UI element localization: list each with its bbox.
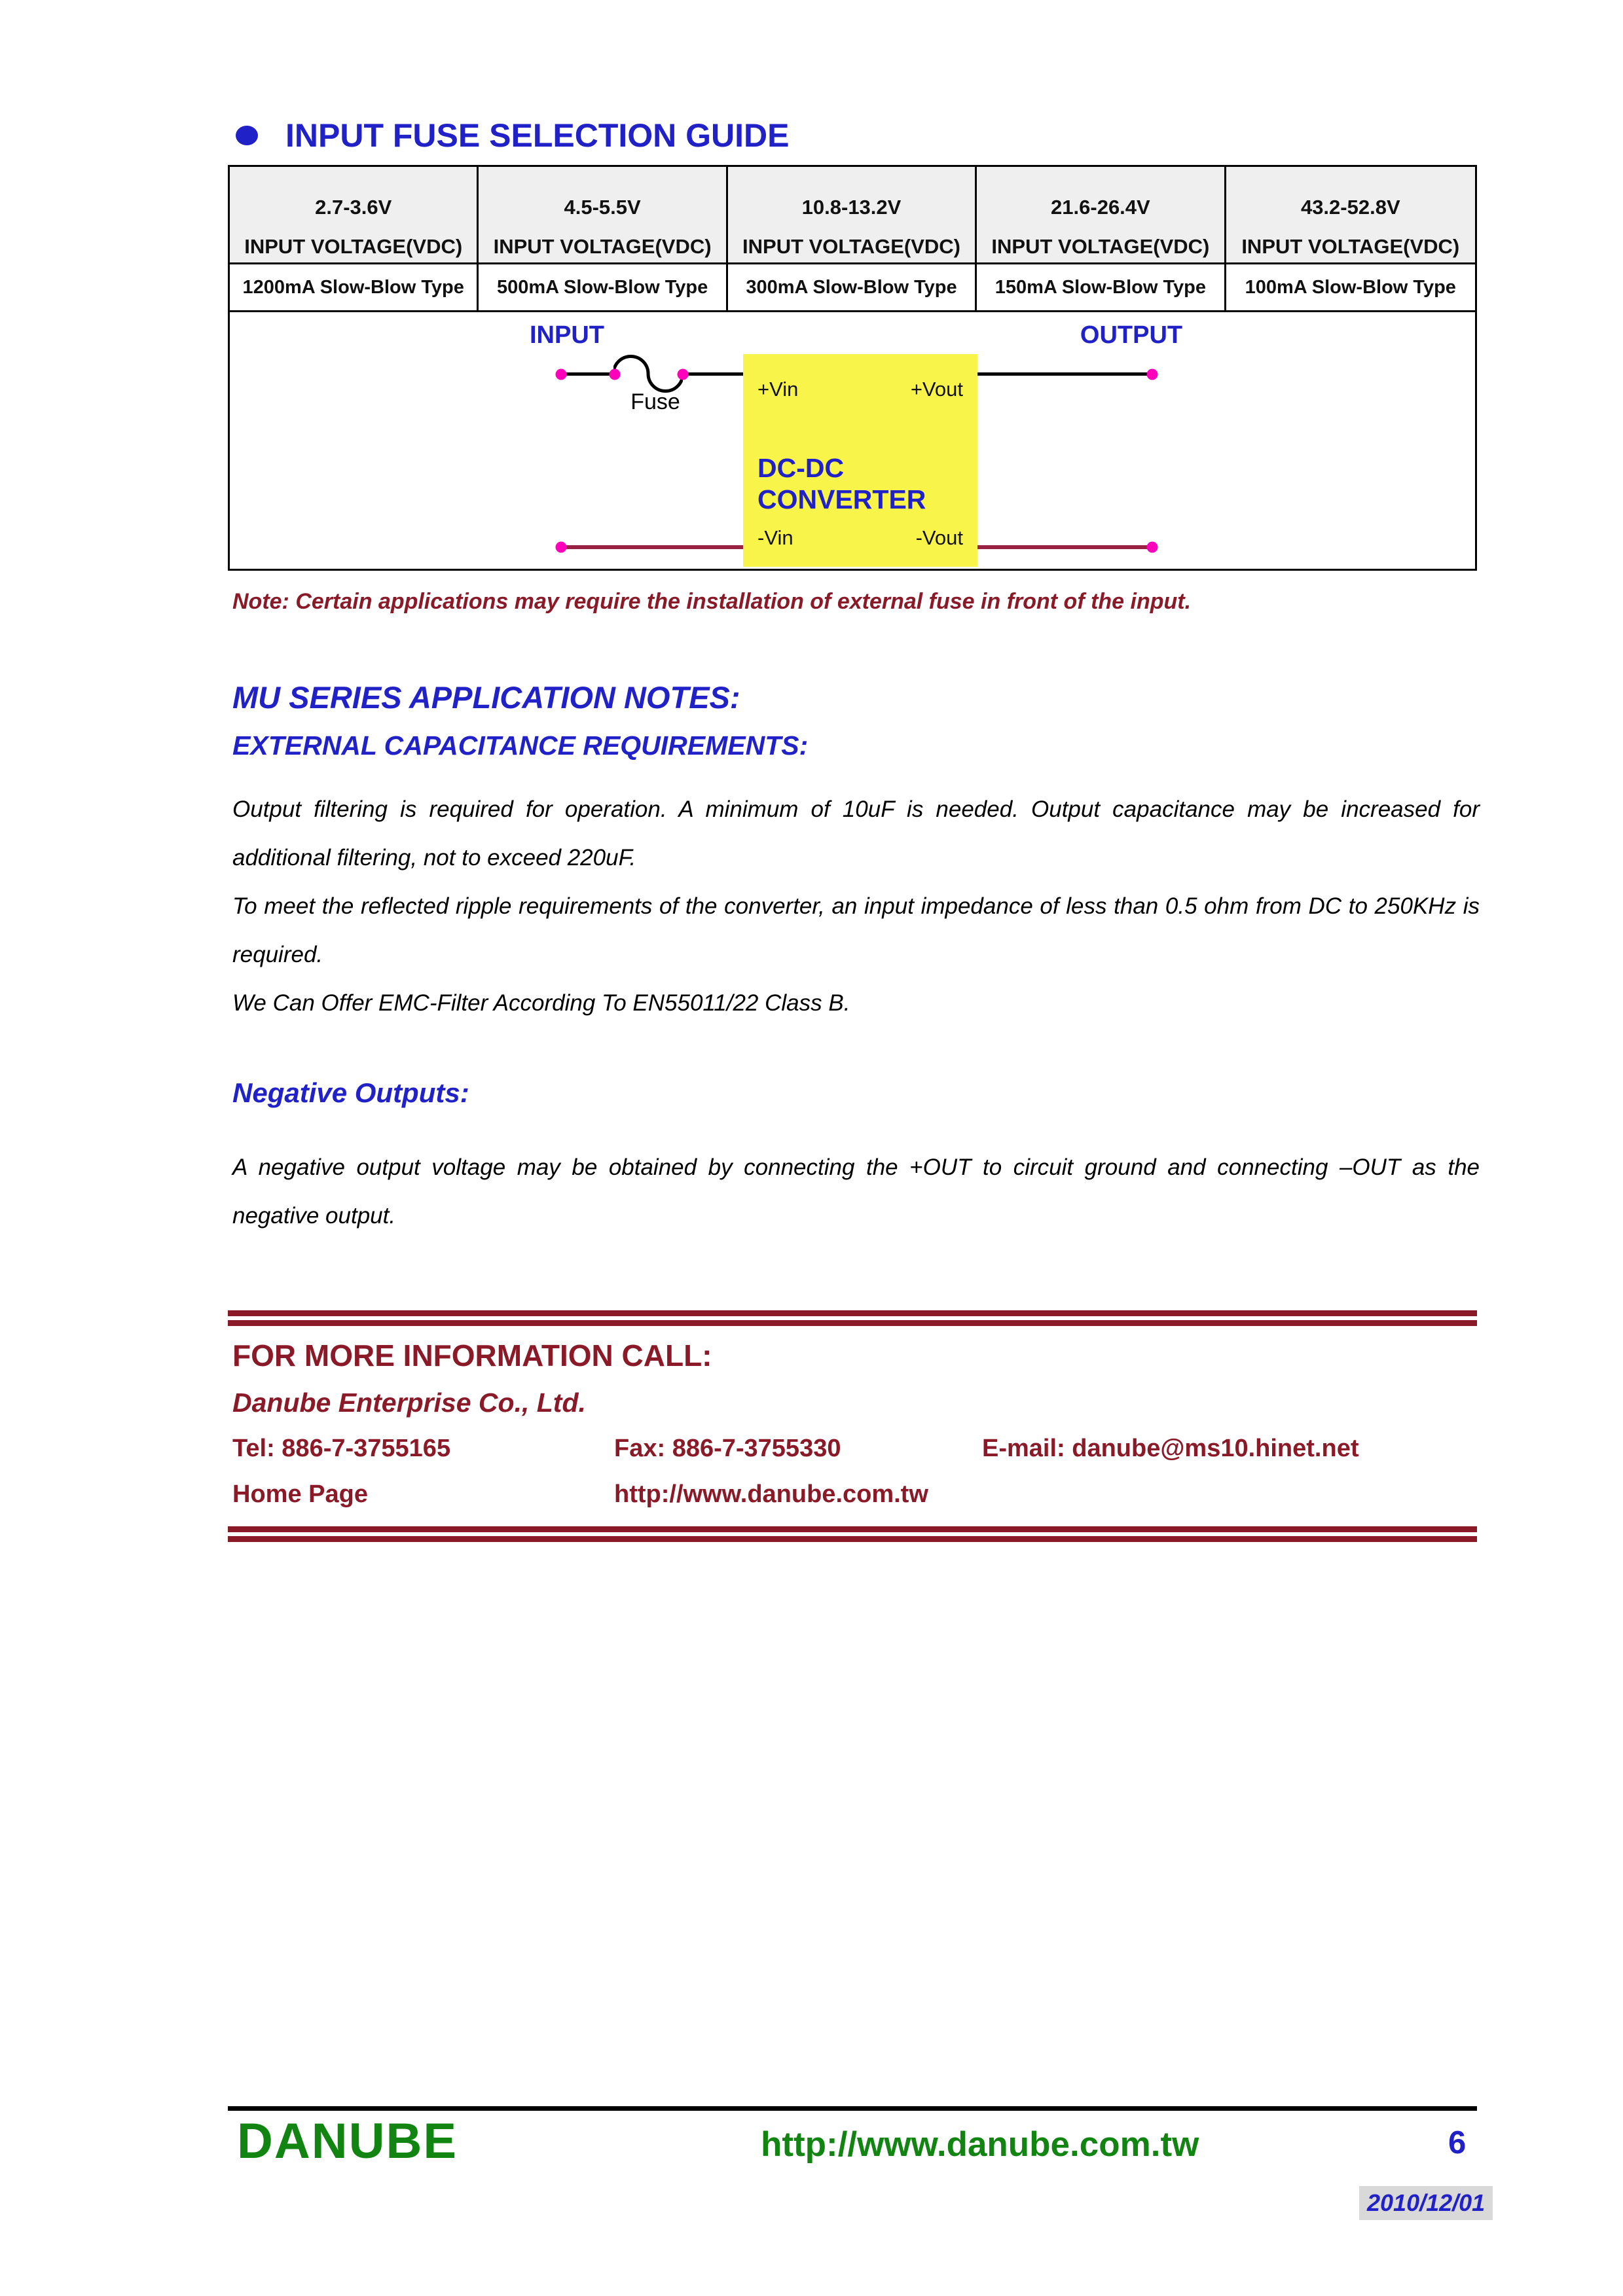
- divider-rule: [228, 1526, 1477, 1542]
- bullet-icon: [236, 126, 258, 145]
- telephone-number: Tel: 886-7-3755165: [232, 1435, 451, 1462]
- footer-url[interactable]: http://www.danube.com.tw: [761, 2125, 1199, 2164]
- input-label: INPUT: [530, 321, 604, 349]
- wire-input-top2: [683, 372, 743, 376]
- revision-date: 2010/12/01: [1359, 2186, 1493, 2220]
- terminal-dot: [556, 542, 567, 553]
- application-notes-heading: MU SERIES APPLICATION NOTES:: [232, 680, 740, 715]
- negative-outputs-heading: Negative Outputs:: [232, 1077, 469, 1108]
- negative-outputs-paragraph: A negative output voltage may be obtained by connecting the +OUT to circuit ground and connecting –OUT as the negative output.: [232, 1155, 1480, 1229]
- pin-minus-vout: -Vout: [915, 526, 963, 549]
- fuse-label: Fuse: [630, 389, 680, 414]
- section-title-row: [236, 117, 790, 154]
- divider-rule: [228, 1310, 1477, 1326]
- more-information-heading: FOR MORE INFORMATION CALL:: [232, 1338, 712, 1372]
- table-header-cell: [1226, 167, 1475, 264]
- application-notes-body: [232, 785, 1480, 1028]
- voltage-range: 4.5-5.5V: [564, 196, 641, 219]
- voltage-range: 2.7-3.6V: [315, 196, 392, 219]
- email-address[interactable]: E-mail: danube@ms10.hinet.net: [982, 1435, 1359, 1462]
- table-header-cell: [479, 167, 727, 264]
- terminal-dot: [556, 369, 567, 380]
- fuse-rating-cell: 500mA Slow-Blow Type: [479, 264, 727, 312]
- homepage-url[interactable]: http://www.danube.com.tw: [614, 1480, 928, 1508]
- voltage-range: 21.6-26.4V: [1051, 196, 1150, 219]
- wire-input-top: [561, 372, 615, 376]
- fuse-rating-cell: 1200mA Slow-Blow Type: [230, 264, 479, 312]
- converter-title-line1: DC-DC: [757, 453, 845, 483]
- fuse-rating-cell: 100mA Slow-Blow Type: [1226, 264, 1475, 312]
- pin-plus-vout: +Vout: [910, 378, 963, 401]
- company-name: Danube Enterprise Co., Ltd.: [232, 1388, 586, 1418]
- fuse-rating-cell: 300mA Slow-Blow Type: [728, 264, 977, 312]
- terminal-dot: [1147, 542, 1158, 553]
- terminal-dot: [610, 369, 621, 380]
- fuse-rating-cell: 150mA Slow-Blow Type: [977, 264, 1226, 312]
- wire-input-bottom: [561, 545, 743, 549]
- fuse-selection-table: [228, 165, 1477, 571]
- paragraph-emc-filter: We Can Offer EMC-Filter According To EN55011/22 Class B.: [232, 990, 850, 1016]
- footer-rule: [228, 2106, 1477, 2111]
- pin-plus-vin: +Vin: [757, 378, 799, 401]
- terminal-dot: [678, 369, 689, 380]
- fuse-note: Note: Certain applications may require the installation of external fuse in front of the input.: [232, 589, 1192, 614]
- wire-output-bottom: [977, 545, 1152, 549]
- input-voltage-label: INPUT VOLTAGE(VDC): [1241, 235, 1460, 258]
- dc-dc-converter-box: [743, 354, 977, 567]
- wire-output-top: [977, 372, 1152, 376]
- fax-number: Fax: 886-7-3755330: [614, 1435, 841, 1462]
- converter-title: [757, 452, 926, 515]
- voltage-range: 43.2-52.8V: [1300, 196, 1400, 219]
- input-voltage-label: INPUT VOLTAGE(VDC): [991, 235, 1210, 258]
- pin-minus-vin: -Vin: [757, 526, 793, 549]
- page-title: INPUT FUSE SELECTION GUIDE: [285, 117, 790, 154]
- paragraph-ripple: To meet the reflected ripple requirements of the converter, an input impedance of less than 0.5 ohm from DC to 250KHz is required.: [232, 893, 1480, 967]
- input-voltage-label: INPUT VOLTAGE(VDC): [742, 235, 960, 258]
- output-label: OUTPUT: [1080, 321, 1183, 349]
- terminal-dot: [1147, 369, 1158, 380]
- table-header-cell: [230, 167, 479, 264]
- paragraph-output-filtering: Output filtering is required for operation. A minimum of 10uF is needed. Output capacitance may be increased for additional filtering, not to exceed 220uF.: [232, 797, 1480, 870]
- voltage-range: 10.8-13.2V: [801, 196, 902, 219]
- page-number: 6: [1448, 2125, 1467, 2161]
- circuit-diagram: [230, 312, 1475, 569]
- table-header-cell: [728, 167, 977, 264]
- homepage-label: Home Page: [232, 1480, 368, 1508]
- table-header-cell: [977, 167, 1226, 264]
- input-voltage-label: INPUT VOLTAGE(VDC): [493, 235, 712, 258]
- input-voltage-label: INPUT VOLTAGE(VDC): [244, 235, 463, 258]
- converter-title-line2: CONVERTER: [757, 484, 926, 514]
- capacitance-heading: EXTERNAL CAPACITANCE REQUIREMENTS:: [232, 730, 809, 761]
- danube-logo: DANUBE: [237, 2113, 458, 2169]
